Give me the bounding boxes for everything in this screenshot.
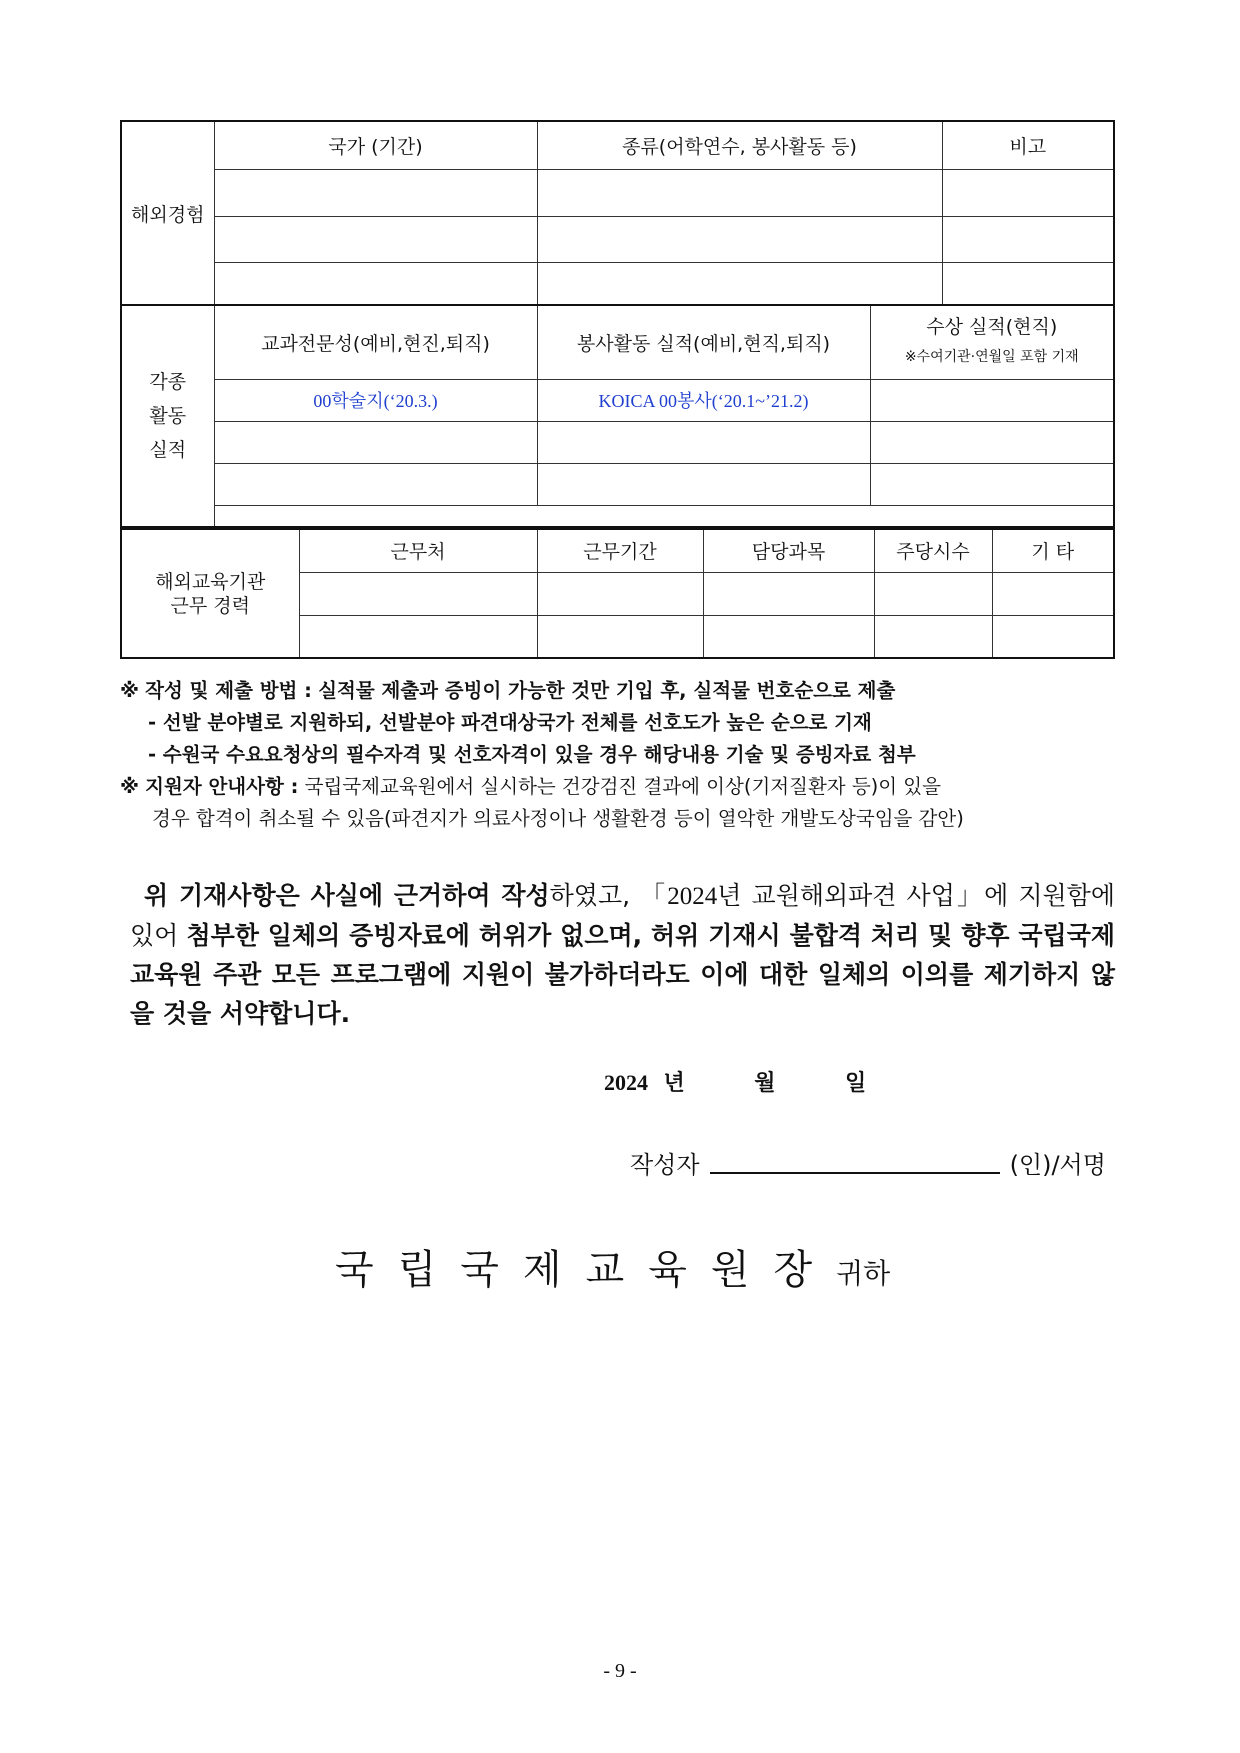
input-cell[interactable] — [537, 572, 703, 615]
date-year-unit: 년 — [663, 1070, 685, 1095]
date-line — [604, 1066, 866, 1097]
input-cell[interactable] — [703, 615, 874, 658]
activities-label-line: 실적 — [149, 439, 187, 461]
header-work-period: 근무기간 — [537, 529, 703, 572]
award-header-title: 수상 실적(현직) — [926, 316, 1058, 339]
activities-label-line: 각종 — [149, 371, 187, 393]
note-text-continued: 경우 합격이 취소될 수 있음(파견지가 의료사정이나 생활환경 등이 열악한 개발도상국임을 감안) — [152, 807, 964, 830]
date-month-unit: 월 — [754, 1070, 776, 1095]
activities-label — [121, 305, 214, 527]
overseas-institution-table — [120, 528, 1115, 659]
header-other: 기 타 — [992, 529, 1114, 572]
pledge-year: 2024년 — [667, 883, 742, 910]
input-cell[interactable] — [870, 421, 1114, 463]
recipient — [335, 1238, 890, 1295]
note-sub-item: - 수원국 수요요청상의 필수자격 및 선호자격이 있을 경우 해당내용 기술 및 증빙자료 첨부 — [148, 743, 916, 766]
activities-table — [120, 304, 1115, 528]
institution-label-line: 해외교육기관 — [155, 570, 266, 593]
input-cell[interactable] — [299, 572, 537, 615]
input-cell[interactable] — [537, 169, 942, 216]
input-cell[interactable] — [992, 615, 1114, 658]
note-text: 국립국제교육원에서 실시하는 건강검진 결과에 이상(기저질환자 등)이 있을 — [304, 775, 941, 798]
input-cell[interactable] — [870, 463, 1114, 505]
header-remarks: 비고 — [942, 121, 1114, 169]
input-cell[interactable] — [537, 421, 870, 463]
signature-line — [630, 1145, 1106, 1180]
input-cell[interactable] — [537, 615, 703, 658]
header-volunteer-record: 봉사활동 실적(예비,현직,퇴직) — [537, 305, 870, 379]
overseas-institution-label — [121, 529, 299, 658]
note-mark: ※ — [120, 679, 139, 702]
input-cell[interactable] — [537, 216, 942, 262]
note-title: 지원자 안내사항 : — [145, 775, 299, 798]
note-title: 작성 및 제출 방법 : — [145, 679, 312, 702]
note-sub-item: - 선발 분야별로 지원하되, 선발분야 파견대상국가 전체를 선호도가 높은 순으로 기재 — [148, 711, 872, 734]
input-cell[interactable] — [703, 572, 874, 615]
input-cell[interactable] — [214, 169, 537, 216]
header-experience-type: 종류(어학연수, 봉사활동 등) — [537, 121, 942, 169]
input-cell[interactable] — [299, 615, 537, 658]
recipient-suffix: 귀하 — [836, 1257, 891, 1290]
pledge-part1: 위 기재사항은 사실에 근거하여 작성 — [144, 881, 550, 910]
institution-label-line: 근무 경력 — [170, 594, 250, 617]
recipient-name: 국립국제교육원장 — [335, 1247, 837, 1293]
input-cell[interactable] — [942, 262, 1114, 305]
signature-label: 작성자 — [630, 1151, 700, 1179]
input-cell[interactable] — [537, 262, 942, 305]
header-subject: 담당과목 — [703, 529, 874, 572]
input-cell[interactable] — [214, 421, 537, 463]
header-weekly-hours: 주당시수 — [874, 529, 992, 572]
input-cell[interactable] — [214, 216, 537, 262]
header-subject-expertise: 교과전문성(예비,현진,퇴직) — [214, 305, 537, 379]
input-cell[interactable] — [942, 169, 1114, 216]
submission-notes — [120, 675, 1115, 835]
date-year: 2024 — [604, 1070, 648, 1095]
input-cell[interactable] — [214, 505, 1114, 527]
pledge-part3: 교원해외파견 사업」에 지원함에 있어 — [130, 881, 1115, 950]
overseas-experience-label: 해외경험 — [121, 121, 214, 305]
signature-blank[interactable] — [710, 1150, 1000, 1174]
input-cell[interactable] — [942, 216, 1114, 262]
note-applicant-guidance — [120, 771, 1115, 803]
note-mark: ※ — [120, 775, 139, 798]
input-cell[interactable] — [874, 572, 992, 615]
header-award-record — [870, 305, 1114, 379]
input-cell[interactable] — [992, 572, 1114, 615]
note-submission-method — [120, 675, 1115, 707]
date-day-unit: 일 — [845, 1070, 867, 1095]
example-volunteer-record[interactable]: KOICA 00봉사(‘20.1~’21.2) — [537, 379, 870, 421]
activities-label-line: 활동 — [149, 405, 187, 427]
header-country-period: 국가 (기간) — [214, 121, 537, 169]
pledge-part4: 첨부한 일체의 증빙자료에 허위가 없으며, 허위 기재시 불합격 처리 및 향후 국립국제교육원 주관 모든 프로그램에 지원이 불가하더라도 이에 대한 일체의 이의를 제기하지 않을 것을 서약합니다. — [130, 921, 1115, 1028]
overseas-experience-table — [120, 120, 1115, 306]
input-cell[interactable] — [537, 463, 870, 505]
note-text: 실적물 제출과 증빙이 가능한 것만 기입 후, 실적물 번호순으로 제출 — [318, 679, 896, 702]
input-cell[interactable] — [214, 463, 537, 505]
input-cell[interactable] — [874, 615, 992, 658]
pledge-part2: 하였고, 「 — [549, 881, 668, 910]
input-cell[interactable] — [214, 262, 537, 305]
award-header-note: ※수여기관·연월일 포함 기재 — [904, 349, 1079, 366]
input-cell[interactable] — [870, 379, 1114, 421]
page-number: - 9 - — [603, 1660, 637, 1682]
example-subject-expertise[interactable]: 00학술지(‘20.3.) — [214, 379, 537, 421]
header-workplace: 근무처 — [299, 529, 537, 572]
signature-suffix: (인)/서명 — [1009, 1151, 1106, 1179]
pledge-statement — [130, 876, 1115, 1033]
